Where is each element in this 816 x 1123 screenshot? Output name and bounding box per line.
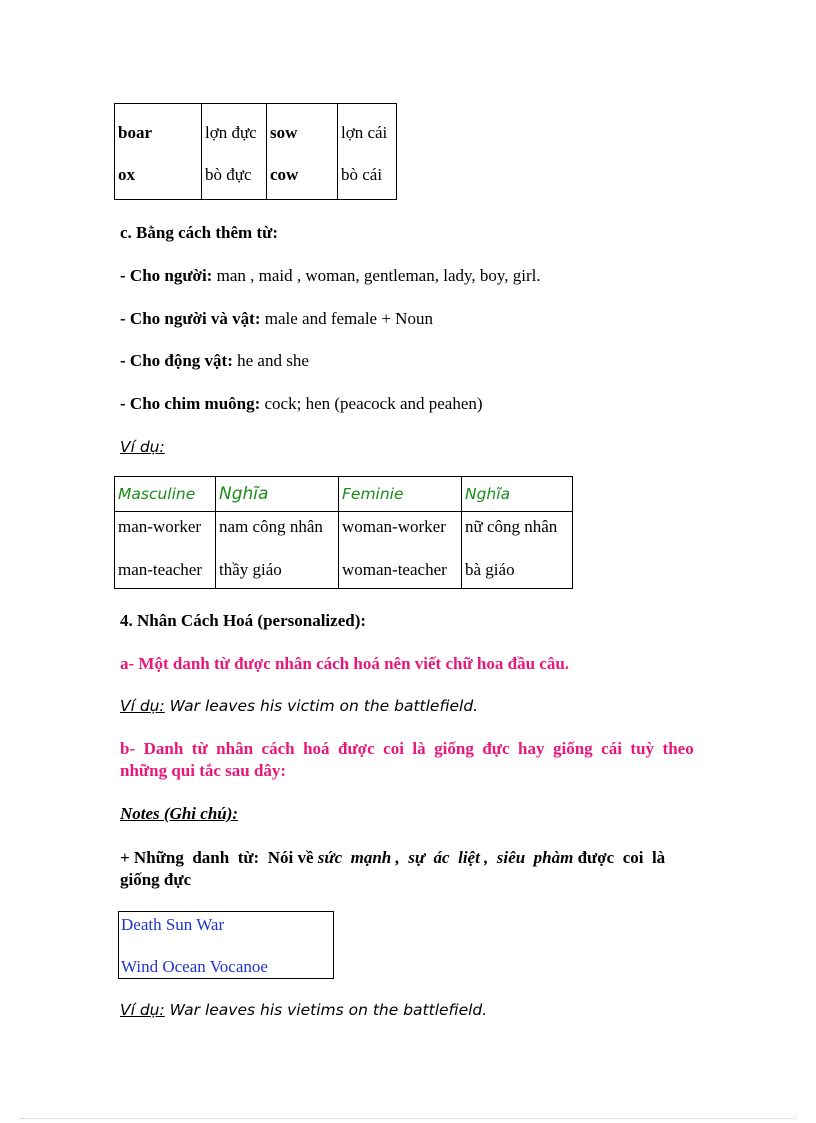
rule-suffix: được coi là (573, 848, 666, 867)
table1-col-female-meaning (338, 104, 397, 200)
table1-col-male (115, 104, 202, 200)
example-label: Ví dụ: (120, 438, 165, 456)
table2-header: Masculine (115, 477, 216, 512)
gender-table-animals (114, 103, 397, 200)
example-1 (120, 695, 478, 717)
table2-cell-text: man-teacher (118, 560, 202, 579)
table1-col-male-meaning (202, 104, 267, 200)
rule-text: he and she (232, 351, 309, 370)
rule-text: male and female + Noun (260, 309, 433, 328)
table1-cell: boar (118, 123, 152, 142)
rule-b-line1: b- Danh từ nhân cách hoá được coi là giống đực hay giống cái tuỳ theo (120, 739, 694, 758)
table1-cell: bò đực (205, 165, 252, 184)
table2-header-text: Nghĩa (219, 484, 269, 504)
table1-cell: cow (270, 165, 299, 184)
table2-cell-text: man-worker (118, 517, 202, 536)
table1-cell: lợn cái (341, 123, 388, 142)
rule-for-animals (120, 350, 309, 372)
table2-cell-text: woman-worker (342, 517, 446, 536)
table1-cell: bò cái (341, 165, 383, 184)
rule-for-people (120, 265, 541, 287)
masculine-nouns-line2: Wind Ocean Vocanoe (121, 957, 268, 976)
rule-label: - Cho người: (120, 266, 213, 285)
gender-table-occupations (114, 476, 573, 589)
section-4-heading: 4. Nhân Cách Hoá (personalized): (120, 611, 367, 630)
example-label: Ví dụ: (120, 1001, 165, 1019)
masculine-rule-line1 (120, 847, 665, 869)
table1-cell: ox (118, 165, 135, 184)
table1-col-female (267, 104, 338, 200)
example-2 (120, 999, 487, 1021)
table2-header: Nghĩa (462, 477, 573, 512)
masculine-nouns-box (118, 911, 334, 979)
section-c-heading: c. Bằng cách thêm từ: (120, 223, 278, 242)
table2-cell-text: nữ công nhân (465, 517, 558, 536)
rule-label: - Cho người và vật: (120, 309, 261, 328)
table2-header: Feminie (339, 477, 462, 512)
table2-cell-text: thầy giáo (219, 560, 282, 579)
rule-for-birds (120, 393, 483, 415)
masculine-rule-line2: giống đực (120, 870, 192, 889)
table2-cell (216, 512, 339, 589)
example-label: Ví dụ: (120, 697, 165, 715)
table2-header (216, 477, 339, 512)
rule-for-people-and-things (120, 308, 433, 330)
rule-emphasis: sức mạnh , sự ác liệt , siêu phàm (317, 848, 574, 867)
rule-prefix: + Những danh từ: Nói về (120, 848, 318, 867)
table2-cell (339, 512, 462, 589)
table2-cell (462, 512, 573, 589)
table2-cell (115, 512, 216, 589)
table2-cell-text: bà giáo (465, 560, 515, 579)
rule-text: man , maid , woman, gentleman, lady, boy, girl. (212, 266, 541, 285)
example-sentence: War leaves his victim on the battlefield. (164, 697, 479, 715)
rule-b-line2: những qui tắc sau dây: (120, 761, 287, 780)
table1-cell: sow (270, 123, 298, 142)
table2-cell-text: nam công nhân (219, 517, 323, 536)
masculine-nouns-line1: Death Sun War (121, 915, 225, 934)
rule-a: a- Một danh từ được nhân cách hoá nên viết chữ hoa đầu câu. (120, 654, 570, 673)
rule-label: - Cho động vật: (120, 351, 233, 370)
page-bottom-divider (20, 1118, 796, 1119)
example-sentence: War leaves his vietims on the battlefield. (164, 1001, 488, 1019)
table2-cell-text: woman-teacher (342, 560, 447, 579)
rule-text: cock; hen (peacock and peahen) (260, 394, 483, 413)
rule-label: - Cho chim muông: (120, 394, 261, 413)
table1-cell: lợn đực (205, 123, 257, 142)
notes-label: Notes (Ghi chú): (120, 804, 239, 823)
